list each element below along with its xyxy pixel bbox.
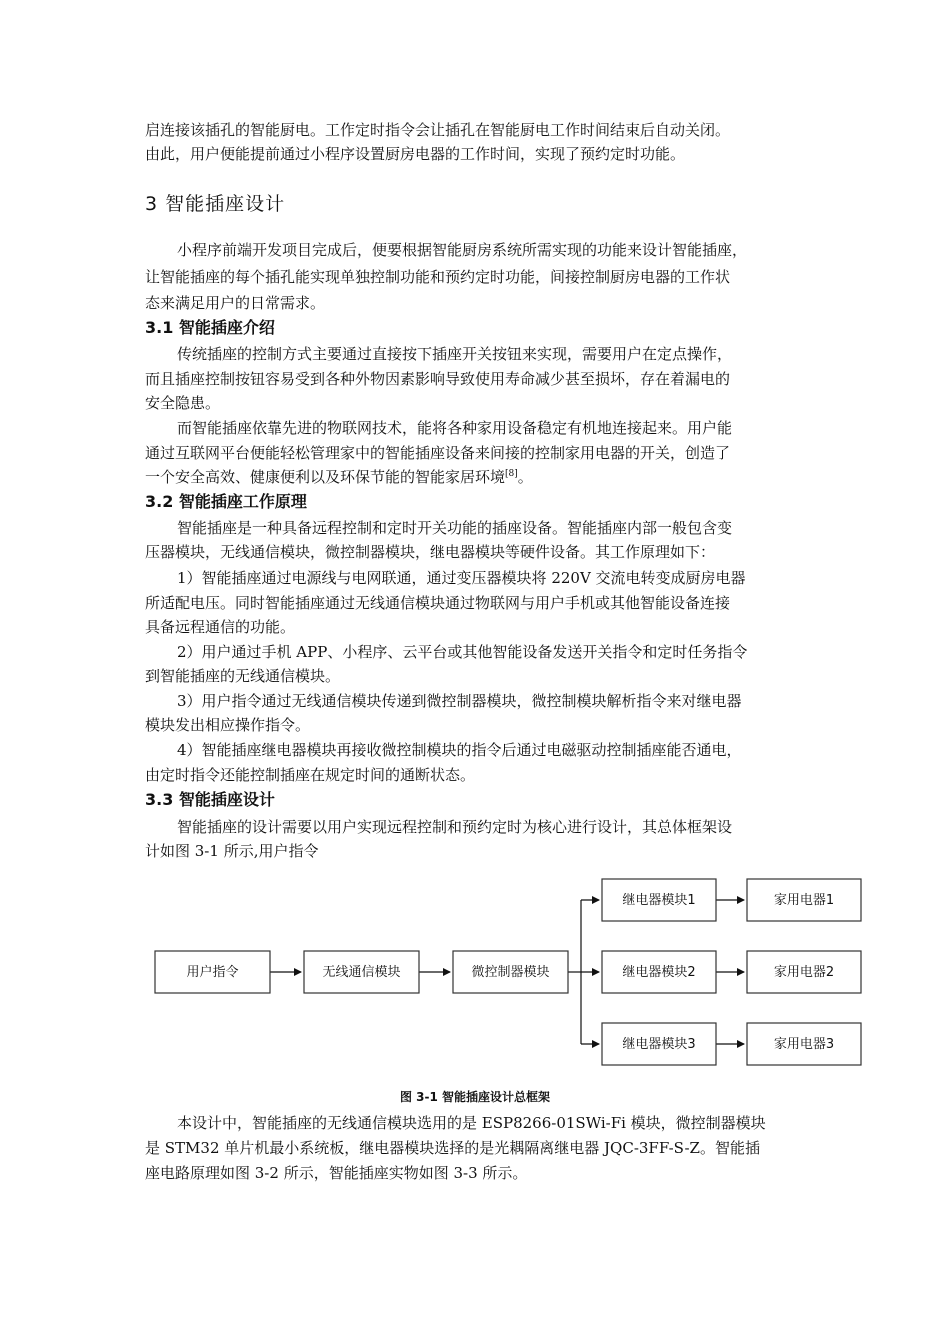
node-appliance-2-label: 家用电器2	[773, 965, 835, 980]
node-user-command	[155, 951, 270, 993]
node-mcu-module-label: 微控制器模块	[471, 965, 550, 980]
section-3-2-line: 到智能插座的无线通信模块。	[145, 667, 341, 685]
section-3-3-line: 智能插座的设计需要以用户实现远程控制和预约定时为核心进行设计，其总体框架设	[177, 818, 733, 836]
citation-sentence: 一个安全高效、健康便利以及环保节能的智能家居环境	[145, 468, 506, 486]
node-mcu-module	[453, 951, 568, 993]
section-3-1-heading: 3.1 智能插座介绍	[145, 318, 275, 337]
section-3-2-heading: 3.2 智能插座工作原理	[145, 492, 307, 511]
section-3-para-line: 让智能插座的每个插孔能实现单独控制功能和预约定时功能，间接控制厨房电器的工作状	[145, 268, 731, 286]
section-3-1-para1-line: 安全隐患。	[145, 394, 221, 412]
section-3-2-line: 2）用户通过手机 APP、小程序、云平台或其他智能设备发送开关指令和定时任务指令	[177, 643, 748, 661]
node-appliance-2	[747, 951, 861, 993]
figure-caption: 图 3-1 智能插座设计总框架	[399, 1090, 551, 1104]
node-relay-2-label: 继电器模块2	[622, 965, 696, 980]
section-3-heading: 3 智能插座设计	[145, 193, 286, 215]
section-3-1-para1-line: 传统插座的控制方式主要通过直接按下插座开关按钮来实现，需要用户在定点操作，	[177, 345, 733, 363]
section-3-2-line: 1）智能插座通过电源线与电网联通，通过变压器模块将 220V 交流电转变成厨房电器	[177, 569, 746, 587]
node-relay-3	[602, 1023, 716, 1065]
section-3-2-line: 具备远程通信的功能。	[145, 618, 296, 636]
section-3-2-line: 3）用户指令通过无线通信模块传递到微控制器模块，微控制模块解析指令来对继电器	[177, 692, 742, 710]
node-wireless-module-label: 无线通信模块	[322, 965, 401, 980]
section-3-1-para2-line-last	[145, 465, 533, 489]
section-3-2-line: 由定时指令还能控制插座在规定时间的通断状态。	[145, 766, 476, 784]
node-appliance-1	[747, 879, 861, 921]
section-3-3-heading: 3.3 智能插座设计	[145, 790, 275, 809]
section-3-1-para2-line: 而智能插座依靠先进的物联网技术，能将各种家用设备稳定有机地连接起来。用户能	[177, 419, 733, 437]
node-relay-2	[602, 951, 716, 993]
node-appliance-1-label: 家用电器1	[773, 893, 835, 908]
section-3-1-para2-line: 通过互联网平台便能轻松管理家中的智能插座设备来间接的控制家用电器的开关，创造了	[145, 444, 731, 462]
section-3-2-line: 所适配电压。同时智能插座通过无线通信模块通过物联网与用户手机或其他智能设备连接	[145, 594, 731, 612]
closing-line: 本设计中，智能插座的无线通信模块选用的是 ESP8266-01SWi-Fi 模块，微控制器模块	[177, 1114, 766, 1132]
closing-line: 是 STM32 单片机最小系统板，继电器模块选择的是光耦隔离继电器 JQC-3FF-S-Z。智能插	[145, 1139, 760, 1157]
node-relay-1	[602, 879, 716, 921]
node-appliance-3	[747, 1023, 861, 1065]
node-wireless-module	[304, 951, 419, 993]
framework-diagram	[140, 866, 870, 1076]
closing-line: 座电路原理如图 3-2 所示，智能插座实物如图 3-3 所示。	[145, 1164, 528, 1182]
section-3-2-line: 模块发出相应操作指令。	[145, 716, 311, 734]
section-3-2-line: 压器模块，无线通信模块，微控制器模块，继电器模块等硬件设备。其工作原理如下：	[145, 543, 716, 561]
citation-tail: 。	[517, 468, 533, 486]
intro-line-1: 启连接该插孔的智能厨电。工作定时指令会让插孔在智能厨电工作时间结束后自动关闭。	[145, 121, 731, 139]
citation-ref: [8]	[505, 469, 518, 479]
section-3-2-line: 4）智能插座继电器模块再接收微控制模块的指令后通过电磁驱动控制插座能否通电，	[177, 741, 742, 759]
node-relay-3-label: 继电器模块3	[622, 1037, 696, 1052]
node-user-command-label: 用户指令	[186, 965, 239, 980]
intro-line-2: 由此，用户便能提前通过小程序设置厨房电器的工作时间，实现了预约定时功能。	[145, 145, 686, 163]
section-3-3-line: 计如图 3-1 所示,用户指令	[145, 842, 319, 860]
section-3-para-line: 态来满足用户的日常需求。	[145, 294, 326, 312]
section-3-para-line: 小程序前端开发项目完成后，便要根据智能厨房系统所需实现的功能来设计智能插座，	[177, 241, 748, 259]
section-3-1-para1-line: 而且插座控制按钮容易受到各种外物因素影响导致使用寿命减少甚至损坏，存在着漏电的	[145, 370, 731, 388]
node-relay-1-label: 继电器模块1	[622, 893, 696, 908]
node-appliance-3-label: 家用电器3	[773, 1037, 835, 1052]
section-3-2-line: 智能插座是一种具备远程控制和定时开关功能的插座设备。智能插座内部一般包含变	[177, 519, 733, 537]
